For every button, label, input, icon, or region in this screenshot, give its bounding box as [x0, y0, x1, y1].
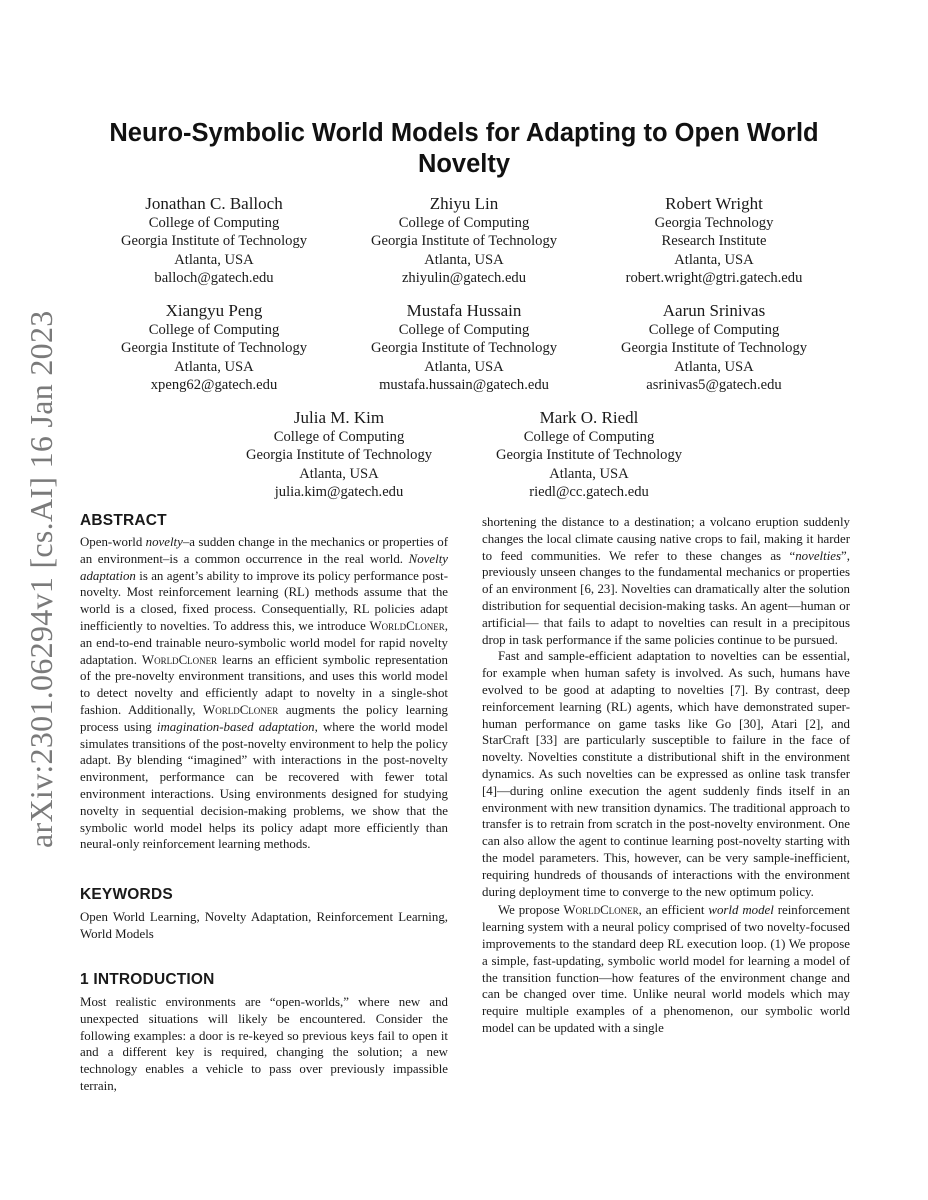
author-affiliation: Georgia Institute of Technology [120, 233, 308, 250]
introduction-body [80, 994, 448, 1095]
author-location: Atlanta, USA [174, 358, 254, 375]
intro-paragraph: shortening the distance to a destination; a volcano eruption suddenly changes the local climate causing native crops to fail, making it harder to feed communities. We refer to these changes as “novelties”, previously unseen changes to the fundamental mechanics or properties of an environment [6, 23]. Novelties can dramatically alter the solution distribution for sequential decision-making tasks. An agent—human or artificial— that fails to adapt to novelties can result in a precipitous drop in task performance if the same policies continue to be pursued. [482, 515, 850, 647]
introduction-heading: 1 INTRODUCTION [80, 971, 215, 988]
author-block [334, 194, 594, 287]
author-affiliation: Georgia Institute of Technology [120, 340, 308, 357]
author-affiliation: College of Computing [273, 429, 405, 445]
author-location: Atlanta, USA [299, 465, 379, 482]
author-name: Mark O. Riedl [539, 408, 639, 427]
keywords-text: Open World Learning, Novelty Adaptation, Reinforcement Learning, World Models [80, 910, 448, 941]
author-affiliation: Georgia Institute of Technology [370, 233, 558, 250]
author-email: julia.kim@gatech.edu [274, 483, 404, 500]
author-name: Robert Wright [665, 194, 763, 213]
author-affiliation: Georgia Institute of Technology [370, 340, 558, 357]
author-email: asrinivas5@gatech.edu [646, 376, 782, 393]
keywords-heading: KEYWORDS [80, 886, 173, 903]
author-location: Atlanta, USA [549, 465, 629, 482]
abstract-heading: ABSTRACT [80, 512, 167, 529]
arxiv-side-stamp: arXiv:2301.06294v1 [cs.AI] 16 Jan 2023 [23, 310, 59, 848]
author-block [584, 301, 844, 394]
author-affiliation: College of Computing [648, 322, 780, 338]
author-block [334, 301, 594, 394]
author-location: Atlanta, USA [674, 251, 754, 268]
author-affiliation: College of Computing [398, 215, 530, 231]
author-name: Jonathan C. Balloch [145, 194, 283, 213]
paper-title: Neuro-Symbolic World Models for Adapting to Open World Novelty [109, 119, 819, 178]
author-affiliation: Georgia Institute of Technology [495, 447, 683, 464]
author-location: Atlanta, USA [174, 251, 254, 268]
author-affiliation: College of Computing [523, 429, 655, 445]
author-block [84, 301, 344, 394]
author-block [584, 194, 844, 287]
author-affiliation: Georgia Institute of Technology [245, 447, 433, 464]
author-email: xpeng62@gatech.edu [150, 376, 278, 393]
intro-paragraph: We propose WorldCloner, an efficient world model reinforcement learning system with a neural policy comprised of two novelty-focused improvements to the standard deep RL execution loop. (1) We propose a simple, fast-updating, symbolic world model for learning a model of the transition function—how features of the environment change and can be changed over time. Unlike neural world models which may require multiple examples of a phenomenon, our symbolic world model can be updated with a single [482, 903, 851, 1035]
author-block [459, 408, 719, 501]
author-email: mustafa.hussain@gatech.edu [379, 376, 549, 393]
intro-paragraph: Most realistic environments are “open-worlds,” where new and unexpected situations will likely be encountered. Consider the following examples: a door is re-keyed so previous keys fail to open it and a different key is required, changing the solution; a new technology enables a vehicle to pass over previously impassible terrain, [80, 995, 448, 1093]
author-name: Julia M. Kim [293, 408, 385, 427]
author-block [84, 194, 344, 287]
author-email: robert.wright@gtri.gatech.edu [625, 269, 803, 286]
abstract-body [80, 534, 448, 853]
author-affiliation: Georgia Institute of Technology [620, 340, 808, 357]
author-location: Atlanta, USA [674, 358, 754, 375]
intro-paragraph: Fast and sample-efficient adaptation to novelties can be essential, for example when human safety is involved. As such, humans have evolved to be good at adapting to novelties [7]. By contrast, deep reinforcement learning (RL) agents, which have demonstrated super-human performance on game tasks like Go [30], Atari [2], and StarCraft [33] are particularly susceptible to failure in the face of novelty. Novelties constitute a distributional shift in the environment dynamics. As such novelties can be expressed as online task transfer [4]—during online execution the agent suddenly finds itself in an environment with new transition dynamics. The traditional approach to transfer is to retrain from scratch in the post-novelty environment. One can also allow the agent to continue learning post-novelty starting with the model parameters. This, however, can be very sample-inefficient, requiring hundreds of thousands of interactions with the environment during deployment time to converge to the new optimum policy. [482, 649, 850, 899]
author-affiliation: Georgia Technology [654, 215, 774, 231]
author-location: Atlanta, USA [424, 251, 504, 268]
author-email: zhiyulin@gatech.edu [401, 269, 527, 286]
author-name: Xiangyu Peng [165, 301, 263, 320]
right-column-body [482, 514, 850, 1037]
author-affiliation: College of Computing [148, 215, 280, 231]
author-location: Atlanta, USA [424, 358, 504, 375]
abstract-paragraph: Open-world novelty–a sudden change in the mechanics or properties of an environment–is a common occurrence in the real world. Novelty adaptation is an agent’s ability to improve its policy performance post-novelty. Most reinforcement learning (RL) methods assume that the world is a closed, fixed process. Consequentially, RL policies adapt inefficiently to novelties. To address this, we introduce WorldCloner, an end-to-end trainable neuro-symbolic world model for rapid novelty adaptation. WorldCloner learns an efficient symbolic representation of the pre-novelty environment transitions, and uses this world model to detect novelty and efficiently adapt to novelty in a single-shot fashion. Additionally, WorldCloner augments the policy learning process using imagination-based adaptation, where the world model simulates transitions of the post-novelty environment to help the policy adapt. By blending “imagined” with interactions in the post-novelty environment, performance can be recovered with fewer total environment interactions. Using environments designed for studying novelty in sequential decision-making problems, we show that the symbolic world model helps its policy adapt more efficiently than neural-only reinforcement learning methods. [80, 535, 449, 852]
author-name: Zhiyu Lin [429, 194, 499, 213]
author-block [209, 408, 469, 501]
author-name: Aarun Srinivas [662, 301, 766, 320]
author-email: riedl@cc.gatech.edu [529, 483, 649, 500]
author-affiliation: College of Computing [398, 322, 530, 338]
author-name: Mustafa Hussain [406, 301, 522, 320]
author-affiliation: College of Computing [148, 322, 280, 338]
author-affiliation: Research Institute [661, 233, 767, 250]
keywords-body [80, 909, 448, 943]
author-email: balloch@gatech.edu [154, 269, 274, 286]
